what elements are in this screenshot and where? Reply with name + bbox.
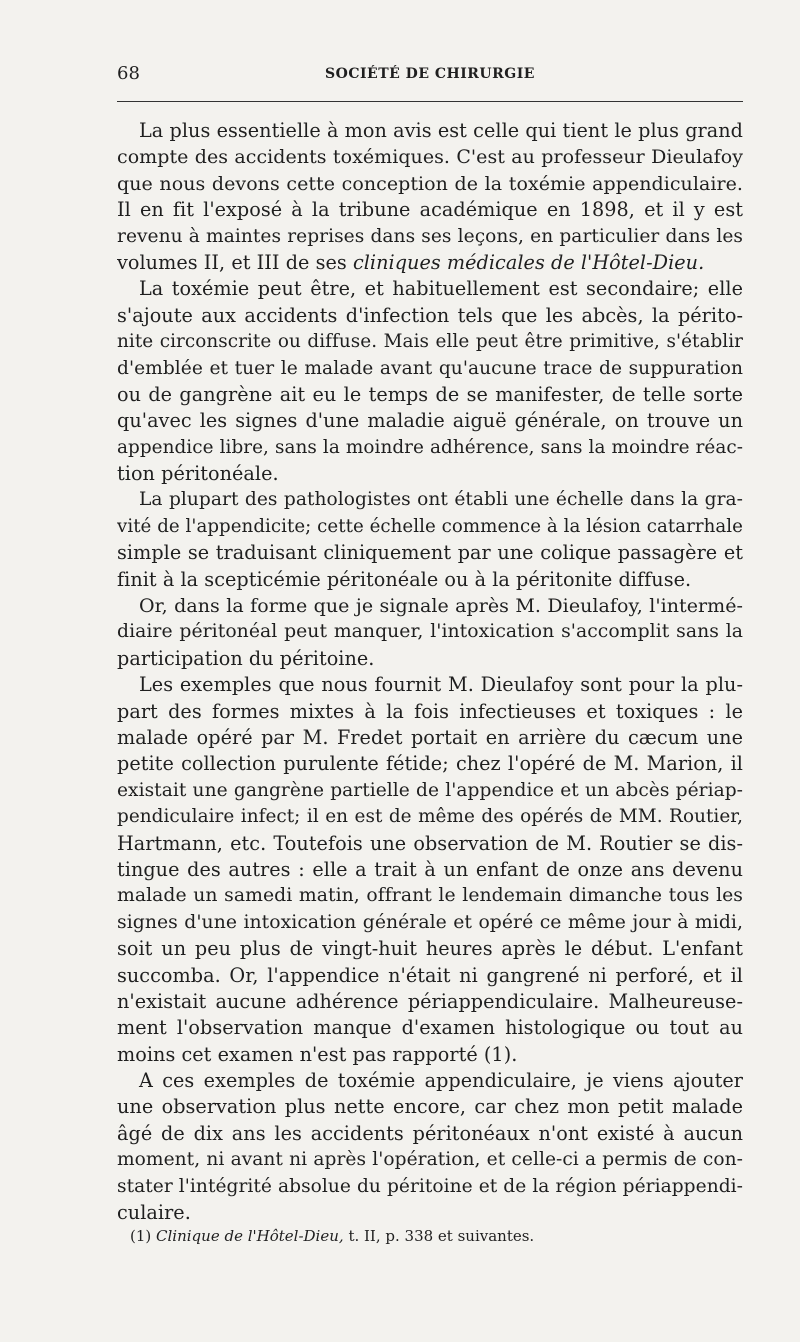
text-line: stater l'intégrité absolue du péritoine et de la région périappendi-: [117, 1175, 743, 1197]
text-line: s'ajoute aux accidents d'infection tels que les abcès, la périto-: [117, 303, 743, 327]
page-header: [117, 58, 743, 88]
text-line: vité de l'appendicite; cette échelle commence à la lésion catarrhale: [117, 515, 743, 537]
text-line: que nous devons cette conception de la toxémie appendiculaire.: [117, 172, 743, 195]
text-line: part des formes mixtes à la fois infectieuses et toxiques : le: [117, 699, 743, 723]
text-line: A ces exemples de toxémie appendiculaire, je viens ajouter: [139, 1069, 743, 1093]
text-line: simple se traduisant cliniquement par une colique passagère et: [117, 541, 743, 565]
text-line: existait une gangrène partielle de l'appendice et un abcès périap-: [117, 779, 743, 801]
footnote: [130, 1226, 730, 1246]
text-line: ment l'observation manque d'examen histologique ou tout au: [117, 1016, 743, 1040]
page-number: 68: [117, 63, 140, 84]
text-line: Hartmann, etc. Toutefois une observation de M. Routier se dis-: [117, 831, 743, 855]
text-line: diaire péritonéal peut manquer, l'intoxication s'accomplit sans la: [117, 621, 743, 643]
text-line: Or, dans la forme que je signale après M. Dieulafoy, l'intermé-: [139, 595, 743, 618]
text-line: malade opéré par M. Fredet portait en arrière du cæcum une: [117, 725, 743, 749]
text-line: Il en fit l'exposé à la tribune académique en 1898, et il y est: [117, 198, 743, 222]
header-rule: [117, 101, 743, 102]
footnote-title: Clinique de l'Hôtel-Dieu,: [156, 1227, 344, 1245]
text-line: malade un samedi matin, offrant le lendemain dimanche tous les: [117, 885, 743, 907]
text-line: appendice libre, sans la moindre adhérence, sans la moindre réac-: [117, 436, 743, 458]
text-line: La plus essentielle à mon avis est celle qui tient le plus grand: [139, 119, 743, 142]
running-head: SOCIÉTÉ DE CHIRURGIE: [325, 66, 535, 82]
text-line: nite circonscrite ou diffuse. Mais elle peut être primitive, s'établir: [117, 331, 743, 353]
text-line: signes d'une intoxication générale et opéré ce même jour à midi,: [117, 911, 743, 933]
text-line: n'existait aucune adhérence périappendiculaire. Malheureuse-: [117, 989, 743, 1013]
body-text: [117, 118, 743, 1226]
text-line: une observation plus nette encore, car chez mon petit malade: [117, 1095, 743, 1119]
text-line: participation du péritoine.: [117, 646, 375, 670]
text-line: âgé de dix ans les accidents péritonéaux n'ont existé à aucun: [117, 1121, 743, 1145]
text-fragment: volumes II, et III de ses: [117, 250, 347, 274]
footnote-marker: (1): [130, 1227, 152, 1245]
text-line: revenu à maintes reprises dans ses leçons, en particulier dans les: [117, 225, 743, 247]
text-line: [117, 250, 743, 276]
text-line: ou de gangrène ait eu le temps de se manifester, de telle sorte: [117, 382, 743, 406]
text-line: pendiculaire infect; il en est de même des opérés de MM. Routier,: [117, 806, 743, 828]
text-line: moment, ni avant ni après l'opération, et celle-ci a permis de con-: [117, 1149, 743, 1171]
text-line: La plupart des pathologistes ont établi une échelle dans la gra-: [139, 489, 743, 511]
text-line: culaire.: [117, 1201, 191, 1225]
footnote-text: t. II, p. 338 et suivantes.: [348, 1227, 535, 1245]
text-line: compte des accidents toxémiques. C'est au professeur Dieulafoy: [117, 146, 743, 169]
text-line: petite collection purulente fétide; chez l'opéré de M. Marion, il: [117, 752, 743, 776]
text-line: succomba. Or, l'appendice n'était ni gangrené ni perforé, et il: [117, 963, 743, 987]
text-line: d'emblée et tuer le malade avant qu'aucune trace de suppuration: [117, 357, 743, 379]
text-line: tion péritonéale.: [117, 462, 279, 486]
text-line: qu'avec les signes d'une maladie aiguë générale, on trouve un: [117, 409, 743, 433]
text-line: tingue des autres : elle a trait à un enfant de onze ans devenu: [117, 857, 743, 881]
text-line: moins cet examen n'est pas rapporté (1).: [117, 1042, 518, 1066]
italic-title: cliniques médicales de l'Hôtel-Dieu.: [352, 250, 705, 274]
text-line: La toxémie peut être, et habituellement est secondaire; elle: [139, 277, 743, 301]
text-line: soit un peu plus de vingt-huit heures après le début. L'enfant: [117, 937, 743, 961]
text-line: finit à la scepticémie péritonéale ou à la péritonite diffuse.: [117, 567, 692, 591]
text-line: Les exemples que nous fournit M. Dieulafoy sont pour la plu-: [139, 673, 743, 697]
